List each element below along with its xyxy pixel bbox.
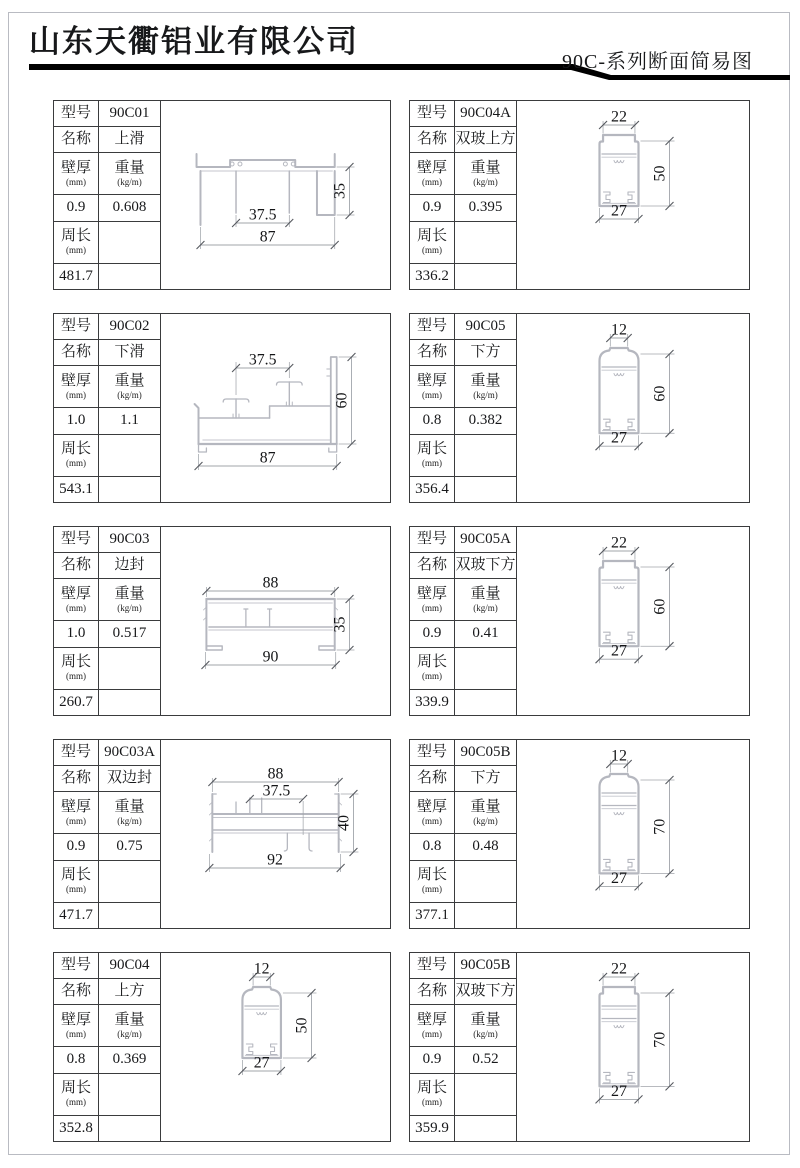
empty-cell (455, 860, 517, 902)
weight-label (455, 579, 517, 621)
profile-drawing-svg (517, 314, 749, 502)
profile-drawing-svg (161, 953, 390, 1141)
svg-text:12: 12 (611, 321, 627, 339)
weight-label-text: 重量 (114, 1012, 145, 1029)
weight-value: 0.48 (455, 834, 517, 860)
empty-cell (455, 1115, 517, 1141)
spec-table (410, 314, 517, 502)
company-title: 山东天衢铝业有限公司 (29, 24, 359, 59)
model-label: 型号 (410, 314, 455, 340)
perimeter-label-text: 周长 (416, 1080, 447, 1097)
spec-table (410, 527, 517, 715)
perimeter-label-text: 周长 (60, 1080, 91, 1097)
perimeter-unit: (mm) (66, 245, 86, 256)
svg-text:60: 60 (651, 385, 669, 402)
model-value: 90C03 (99, 527, 161, 553)
empty-cell (99, 263, 161, 289)
perimeter-value: 352.8 (54, 1115, 99, 1141)
svg-text:50: 50 (651, 165, 669, 182)
perimeter-unit: (mm) (422, 671, 442, 682)
svg-text:12: 12 (253, 960, 270, 978)
perimeter-value: 359.9 (410, 1115, 455, 1141)
weight-label (99, 792, 161, 834)
name-value: 上方 (99, 979, 161, 1005)
profile-cell (53, 526, 391, 716)
weight-unit: (kg/m) (473, 1028, 498, 1039)
svg-text:90: 90 (262, 648, 279, 666)
profile-cell (409, 952, 750, 1142)
profile-drawing-svg (161, 101, 390, 289)
weight-label-text: 重量 (114, 160, 145, 177)
weight-unit: (kg/m) (473, 389, 498, 400)
name-value: 下滑 (99, 340, 161, 366)
profile-drawing (161, 527, 390, 715)
profile-cell (53, 313, 391, 503)
empty-cell (455, 476, 517, 502)
perimeter-label (54, 860, 99, 902)
model-label: 型号 (410, 953, 455, 979)
empty-cell (455, 902, 517, 928)
weight-value: 0.517 (99, 621, 161, 647)
thickness-unit: (mm) (422, 602, 442, 613)
profile-drawing (161, 101, 390, 289)
svg-text:27: 27 (253, 1054, 270, 1072)
svg-text:87: 87 (259, 449, 276, 467)
perimeter-value: 543.1 (54, 476, 99, 502)
empty-cell (99, 476, 161, 502)
thickness-label (410, 579, 455, 621)
name-label: 名称 (410, 979, 455, 1005)
weight-label (99, 1005, 161, 1047)
thickness-value: 0.8 (410, 834, 455, 860)
thickness-label-text: 壁厚 (60, 373, 91, 390)
thickness-label (410, 153, 455, 195)
svg-text:37.5: 37.5 (262, 782, 291, 800)
thickness-label (54, 579, 99, 621)
weight-label-text: 重量 (114, 373, 145, 390)
model-value: 90C03A (99, 740, 161, 766)
thickness-unit: (mm) (66, 176, 86, 187)
weight-label (99, 153, 161, 195)
weight-value: 0.369 (99, 1047, 161, 1073)
profile-drawing-svg (517, 953, 749, 1141)
thickness-label (54, 153, 99, 195)
weight-unit: (kg/m) (473, 176, 498, 187)
weight-unit: (kg/m) (473, 815, 498, 826)
name-value: 边封 (99, 553, 161, 579)
thickness-value: 0.8 (54, 1047, 99, 1073)
profile-drawing-svg (517, 740, 749, 928)
spec-table (54, 101, 161, 289)
thickness-label (54, 366, 99, 408)
name-value: 双玻下方 (455, 553, 517, 579)
perimeter-unit: (mm) (66, 1097, 86, 1108)
thickness-unit: (mm) (422, 815, 442, 826)
weight-label (99, 579, 161, 621)
empty-cell (99, 434, 161, 476)
perimeter-label (410, 434, 455, 476)
profile-drawing (517, 740, 749, 928)
perimeter-label-text: 周长 (416, 867, 447, 884)
thickness-label (410, 366, 455, 408)
profile-drawing-svg (161, 527, 390, 715)
thickness-value: 1.0 (54, 621, 99, 647)
empty-cell (99, 221, 161, 263)
thickness-value: 1.0 (54, 408, 99, 434)
svg-text:70: 70 (651, 818, 669, 835)
thickness-label-text: 壁厚 (416, 586, 447, 603)
profile-drawing-svg (517, 527, 749, 715)
model-value: 90C05B (455, 953, 517, 979)
weight-value: 0.382 (455, 408, 517, 434)
name-label: 名称 (410, 340, 455, 366)
perimeter-label (410, 860, 455, 902)
thickness-label-text: 壁厚 (60, 799, 91, 816)
name-label: 名称 (54, 979, 99, 1005)
model-label: 型号 (410, 527, 455, 553)
thickness-label (54, 792, 99, 834)
spec-table (410, 101, 517, 289)
name-label: 名称 (54, 553, 99, 579)
profile-cell (53, 100, 391, 290)
empty-cell (99, 1073, 161, 1115)
profile-drawing (161, 953, 390, 1141)
weight-value: 0.608 (99, 195, 161, 221)
perimeter-label (410, 221, 455, 263)
profile-drawing (517, 953, 749, 1141)
svg-text:88: 88 (267, 765, 284, 783)
thickness-label (410, 1005, 455, 1047)
weight-value: 0.41 (455, 621, 517, 647)
name-label: 名称 (54, 340, 99, 366)
name-label: 名称 (410, 553, 455, 579)
weight-unit: (kg/m) (117, 176, 142, 187)
model-value: 90C01 (99, 101, 161, 127)
profile-cell (53, 739, 391, 929)
spec-table (54, 953, 161, 1141)
perimeter-label-text: 周长 (60, 654, 91, 671)
empty-cell (455, 689, 517, 715)
perimeter-label (54, 221, 99, 263)
perimeter-label-text: 周长 (416, 441, 447, 458)
weight-label-text: 重量 (470, 160, 501, 177)
thickness-unit: (mm) (422, 389, 442, 400)
name-value: 下方 (455, 340, 517, 366)
thickness-value: 0.9 (410, 195, 455, 221)
profile-drawing-svg (517, 101, 749, 289)
empty-cell (99, 689, 161, 715)
weight-label (455, 792, 517, 834)
empty-cell (99, 902, 161, 928)
name-label: 名称 (54, 766, 99, 792)
perimeter-label-text: 周长 (60, 441, 91, 458)
perimeter-unit: (mm) (422, 884, 442, 895)
perimeter-label-text: 周长 (416, 228, 447, 245)
weight-label-text: 重量 (470, 586, 501, 603)
profile-cell (409, 313, 750, 503)
svg-text:50: 50 (293, 1017, 311, 1034)
perimeter-label-text: 周长 (60, 228, 91, 245)
spec-table (410, 740, 517, 928)
profile-drawing-svg (161, 314, 390, 502)
weight-label-text: 重量 (114, 799, 145, 816)
empty-cell (455, 434, 517, 476)
perimeter-value: 260.7 (54, 689, 99, 715)
name-label: 名称 (410, 766, 455, 792)
model-label: 型号 (54, 953, 99, 979)
spec-table (54, 314, 161, 502)
name-value: 下方 (455, 766, 517, 792)
thickness-label-text: 壁厚 (416, 1012, 447, 1029)
spec-table (54, 527, 161, 715)
perimeter-label (54, 1073, 99, 1115)
empty-cell (99, 647, 161, 689)
name-value: 双边封 (99, 766, 161, 792)
profile-drawing-svg (161, 740, 390, 928)
profile-cell (409, 100, 750, 290)
thickness-value: 0.9 (54, 834, 99, 860)
thickness-unit: (mm) (66, 815, 86, 826)
empty-cell (99, 1115, 161, 1141)
weight-label (455, 1005, 517, 1047)
model-value: 90C05 (455, 314, 517, 340)
model-label: 型号 (54, 314, 99, 340)
perimeter-label (54, 434, 99, 476)
thickness-value: 0.9 (54, 195, 99, 221)
perimeter-value: 481.7 (54, 263, 99, 289)
svg-text:70: 70 (651, 1031, 669, 1048)
perimeter-unit: (mm) (422, 1097, 442, 1108)
empty-cell (455, 647, 517, 689)
name-value: 双玻上方 (455, 127, 517, 153)
thickness-unit: (mm) (66, 1028, 86, 1039)
perimeter-value: 339.9 (410, 689, 455, 715)
model-value: 90C05A (455, 527, 517, 553)
thickness-unit: (mm) (66, 389, 86, 400)
thickness-value: 0.9 (410, 1047, 455, 1073)
weight-unit: (kg/m) (117, 815, 142, 826)
model-value: 90C05B (455, 740, 517, 766)
weight-value: 0.75 (99, 834, 161, 860)
perimeter-value: 377.1 (410, 902, 455, 928)
svg-text:27: 27 (611, 1082, 627, 1100)
thickness-label-text: 壁厚 (416, 160, 447, 177)
svg-text:22: 22 (611, 534, 627, 552)
perimeter-label (410, 1073, 455, 1115)
empty-cell (455, 1073, 517, 1115)
weight-value: 0.52 (455, 1047, 517, 1073)
thickness-label (54, 1005, 99, 1047)
perimeter-unit: (mm) (422, 458, 442, 469)
profile-drawing (517, 314, 749, 502)
thickness-unit: (mm) (422, 176, 442, 187)
perimeter-unit: (mm) (66, 458, 86, 469)
name-value: 上滑 (99, 127, 161, 153)
thickness-label-text: 壁厚 (416, 373, 447, 390)
weight-label-text: 重量 (470, 799, 501, 816)
profile-cell (53, 952, 391, 1142)
profile-cell (409, 526, 750, 716)
name-value: 双玻下方 (455, 979, 517, 1005)
profile-grid (53, 100, 750, 1142)
thickness-label-text: 壁厚 (416, 799, 447, 816)
perimeter-unit: (mm) (66, 671, 86, 682)
svg-text:37.5: 37.5 (248, 351, 277, 369)
thickness-value: 0.8 (410, 408, 455, 434)
profile-drawing (517, 527, 749, 715)
weight-unit: (kg/m) (117, 602, 142, 613)
svg-text:22: 22 (611, 108, 627, 126)
svg-text:27: 27 (611, 429, 627, 447)
perimeter-label-text: 周长 (60, 867, 91, 884)
perimeter-unit: (mm) (422, 245, 442, 256)
perimeter-value: 356.4 (410, 476, 455, 502)
weight-unit: (kg/m) (117, 389, 142, 400)
thickness-label (410, 792, 455, 834)
thickness-unit: (mm) (66, 602, 86, 613)
model-label: 型号 (54, 527, 99, 553)
profile-drawing (161, 314, 390, 502)
profile-cell (409, 739, 750, 929)
svg-text:27: 27 (611, 869, 627, 887)
thickness-unit: (mm) (422, 1028, 442, 1039)
empty-cell (455, 221, 517, 263)
perimeter-value: 471.7 (54, 902, 99, 928)
profile-drawing (517, 101, 749, 289)
svg-text:60: 60 (651, 598, 669, 615)
svg-text:27: 27 (611, 202, 627, 220)
model-value: 90C02 (99, 314, 161, 340)
svg-text:88: 88 (262, 574, 279, 592)
perimeter-unit: (mm) (66, 884, 86, 895)
profile-drawing (161, 740, 390, 928)
svg-text:92: 92 (267, 851, 283, 869)
svg-text:40: 40 (335, 815, 353, 831)
thickness-label-text: 壁厚 (60, 586, 91, 603)
svg-text:37.5: 37.5 (248, 206, 277, 224)
weight-label-text: 重量 (470, 1012, 501, 1029)
spec-table (54, 740, 161, 928)
weight-label (455, 366, 517, 408)
series-title: 90C-系列断面简易图 (562, 51, 753, 73)
thickness-label-text: 壁厚 (60, 160, 91, 177)
weight-label (99, 366, 161, 408)
svg-text:35: 35 (331, 183, 349, 199)
model-value: 90C04A (455, 101, 517, 127)
svg-text:87: 87 (259, 228, 276, 246)
weight-value: 0.395 (455, 195, 517, 221)
model-label: 型号 (54, 101, 99, 127)
model-label: 型号 (410, 101, 455, 127)
empty-cell (455, 263, 517, 289)
thickness-label-text: 壁厚 (60, 1012, 91, 1029)
weight-label (455, 153, 517, 195)
perimeter-label (54, 647, 99, 689)
perimeter-value: 336.2 (410, 263, 455, 289)
name-label: 名称 (410, 127, 455, 153)
thickness-value: 0.9 (410, 621, 455, 647)
weight-label-text: 重量 (470, 373, 501, 390)
weight-value: 1.1 (99, 408, 161, 434)
svg-text:12: 12 (611, 747, 627, 765)
model-value: 90C04 (99, 953, 161, 979)
svg-text:35: 35 (331, 616, 349, 633)
weight-unit: (kg/m) (117, 1028, 142, 1039)
name-label: 名称 (54, 127, 99, 153)
svg-text:27: 27 (611, 642, 627, 660)
empty-cell (99, 860, 161, 902)
perimeter-label-text: 周长 (416, 654, 447, 671)
model-label: 型号 (410, 740, 455, 766)
spec-table (410, 953, 517, 1141)
model-label: 型号 (54, 740, 99, 766)
weight-label-text: 重量 (114, 586, 145, 603)
perimeter-label (410, 647, 455, 689)
svg-text:60: 60 (333, 392, 351, 409)
svg-text:22: 22 (611, 960, 627, 978)
weight-unit: (kg/m) (473, 602, 498, 613)
